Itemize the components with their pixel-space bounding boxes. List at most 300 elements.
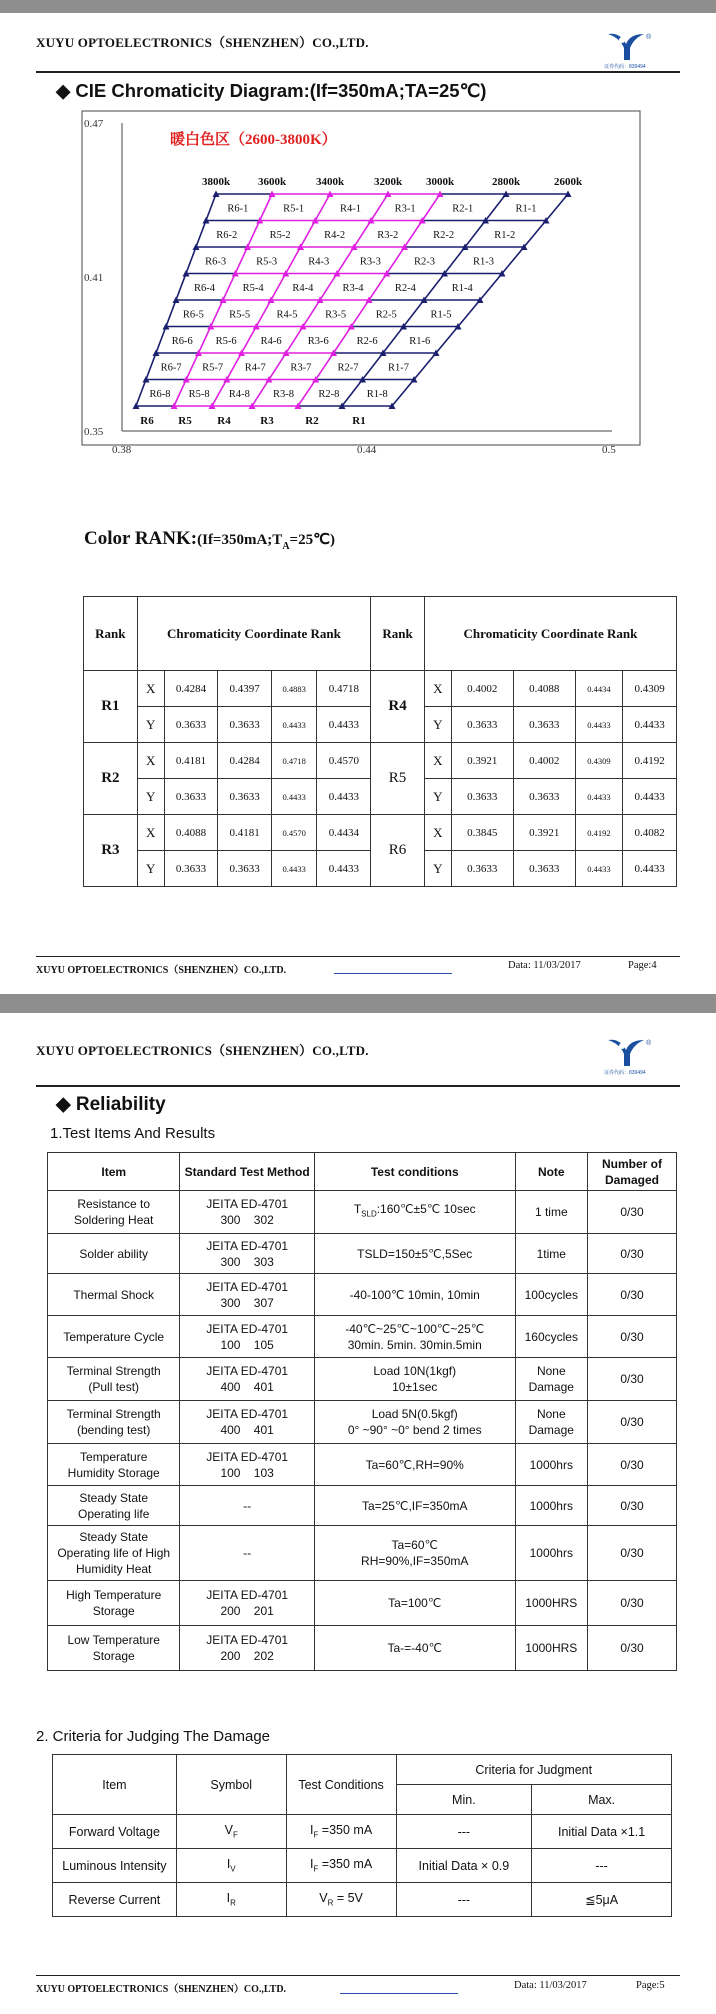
bin-label: R5-8 xyxy=(188,388,210,400)
coord-cell: 0.4570 xyxy=(272,815,317,851)
coord-cell: 0.4309 xyxy=(623,671,677,707)
crit-cond-pre: V xyxy=(319,1891,328,1906)
bin-label: R1-4 xyxy=(451,282,473,294)
criteria-row xyxy=(53,1883,672,1917)
company-logo-p5 xyxy=(600,1036,670,1082)
crit-symbol-cell xyxy=(176,1849,286,1883)
bin-label: R2-2 xyxy=(433,229,455,241)
bin-label: R5-7 xyxy=(202,362,224,374)
rel-cond-cell xyxy=(314,1274,515,1316)
rel-dmg-cell: 0/30 xyxy=(587,1191,676,1234)
chart-title: 暖白色区（2600-3800K） xyxy=(170,132,337,148)
crit-item-cell: Reverse Current xyxy=(53,1883,177,1917)
crit-cond-pre: I xyxy=(309,1823,314,1838)
y-tick-label: 0.35 xyxy=(84,426,104,438)
coord-cell: 0.4082 xyxy=(623,815,677,851)
bottom-rank-label: R6 xyxy=(140,415,154,427)
reliability-row xyxy=(48,1316,677,1358)
bin-label: R6-1 xyxy=(227,203,249,215)
coord-cell: 0.4397 xyxy=(218,671,272,707)
cct-label: 2600k xyxy=(553,176,583,188)
rel-std-line-2: 200 201 xyxy=(220,1604,274,1618)
rel-note-line-2: Damage xyxy=(528,1423,574,1437)
crit-symbol-main: I xyxy=(226,1857,231,1872)
crit-header-max: Max. xyxy=(532,1785,672,1815)
logo-mark-icon xyxy=(600,30,670,64)
rel-note-cell xyxy=(515,1486,587,1526)
criteria-table xyxy=(52,1754,672,1917)
rel-cond-text: Ta=25℃,IF=350mA xyxy=(361,1498,468,1513)
rel-note-cell xyxy=(515,1401,587,1444)
coord-cell: 0.4433 xyxy=(317,851,371,887)
coord-cell: 0.3633 xyxy=(513,779,575,815)
rel-note-text: 160cycles xyxy=(524,1329,578,1344)
coord-cell: 0.4883 xyxy=(272,671,317,707)
axis-cell: X xyxy=(424,743,451,779)
rel-dmg-cell: 0/30 xyxy=(587,1626,676,1671)
coord-cell: 0.3633 xyxy=(513,707,575,743)
rel-note-cell xyxy=(515,1581,587,1626)
crit-header-cond: Test Conditions xyxy=(286,1755,396,1815)
rel-note-text: 1000HRS xyxy=(525,1641,578,1655)
bin-label: R5-1 xyxy=(283,203,305,215)
svg-text:®: ® xyxy=(646,34,652,41)
criteria-row xyxy=(53,1849,672,1883)
crit-header-symbol: Symbol xyxy=(176,1755,286,1815)
footer-sign-line-p5 xyxy=(340,1993,458,1994)
rel-item-cell: Solder ability xyxy=(48,1234,180,1274)
bottom-rank-label: R5 xyxy=(178,415,192,427)
rel-note-text: 1000HRS xyxy=(525,1596,578,1610)
logo-caption-p5: 证券代码：839494 xyxy=(604,1070,646,1076)
coord-cell: 0.4433 xyxy=(623,851,677,887)
axis-cell: X xyxy=(424,671,451,707)
rel-dmg-cell: 0/30 xyxy=(587,1486,676,1526)
reliability-row xyxy=(48,1234,677,1274)
coord-cell: 0.3633 xyxy=(164,779,218,815)
reliability-row xyxy=(48,1444,677,1486)
bin-label: R2-1 xyxy=(452,203,474,215)
coord-cell: 0.4433 xyxy=(575,851,623,887)
axis-cell: Y xyxy=(137,707,164,743)
rel-std-line-2: 200 202 xyxy=(220,1649,274,1663)
rel-cond-line-2: RH=90%,IF=350mA xyxy=(361,1554,469,1568)
reliability-table xyxy=(47,1152,677,1671)
color-rank-title-sub: A xyxy=(282,540,290,552)
x-tick-label: 0.5 xyxy=(602,444,616,456)
rel-cond-cell xyxy=(314,1234,515,1274)
bin-label: R4-3 xyxy=(308,256,330,268)
crit-symbol-main: V xyxy=(224,1823,233,1838)
crit-min-cell: Initial Data × 0.9 xyxy=(396,1849,532,1883)
color-rank-title xyxy=(84,528,335,552)
crit-symbol-cell xyxy=(176,1883,286,1917)
rel-header-std: Standard Test Method xyxy=(180,1153,314,1191)
rel-std-line-1: JEITA ED-4701 xyxy=(206,1321,289,1336)
company-header: XUYU OPTOELECTRONICS（SHENZHEN）CO.,LTD. xyxy=(36,35,369,50)
reliability-row xyxy=(48,1191,677,1234)
coord-cell: 0.4002 xyxy=(451,671,513,707)
y-tick-label: 0.47 xyxy=(84,118,104,130)
rel-item-cell: Steady State Operating life of High Humidity Heat xyxy=(48,1526,180,1581)
bottom-rank-label: R3 xyxy=(260,415,274,427)
bin-label: R3-7 xyxy=(290,362,312,374)
header-rule xyxy=(36,71,680,73)
rel-cond-line-1: Load 5N(0.5kgf) xyxy=(371,1407,458,1421)
rel-cond-cell xyxy=(314,1626,515,1671)
rel-std-line-1: JEITA ED-4701 xyxy=(206,1449,289,1464)
rel-cond-text: Ta-=-40℃ xyxy=(387,1641,442,1655)
axis-cell: Y xyxy=(137,779,164,815)
reliability-row xyxy=(48,1401,677,1444)
coord-cell: 0.3921 xyxy=(451,743,513,779)
rel-note-text: 1 time xyxy=(534,1205,568,1219)
rel-std-line-1: JEITA ED-4701 xyxy=(206,1407,289,1421)
rel-cond-sub: SLD xyxy=(361,1209,377,1219)
rank-table-row xyxy=(84,743,677,779)
rel-dmg-cell: 0/30 xyxy=(587,1526,676,1581)
rel-std-line-1: JEITA ED-4701 xyxy=(206,1588,289,1602)
rel-note-text: 1000hrs xyxy=(529,1546,573,1560)
coord-cell: 0.3845 xyxy=(451,815,513,851)
rel-std-line-2: 300 307 xyxy=(220,1295,274,1310)
cct-label: 2800k xyxy=(491,176,521,188)
bin-label: R4-2 xyxy=(324,229,346,241)
coord-cell: 0.4002 xyxy=(513,743,575,779)
color-rank-title-temp: =25℃) xyxy=(289,532,335,548)
rel-std-line-1: -- xyxy=(243,1498,252,1513)
coord-cell: 0.4284 xyxy=(164,671,218,707)
criteria-row xyxy=(53,1815,672,1849)
rel-item-cell: Thermal Shock xyxy=(48,1274,180,1316)
rel-note-cell xyxy=(515,1526,587,1581)
bin-label: R2-7 xyxy=(337,362,359,374)
rel-std-line-1: JEITA ED-4701 xyxy=(206,1633,289,1647)
cie-title: ◆ CIE Chromaticity Diagram:(If=350mA;TA=25℃) xyxy=(56,80,487,101)
bottom-rank-label: R1 xyxy=(352,415,366,427)
rel-cond-text: Ta=60℃,RH=90% xyxy=(365,1457,464,1472)
cct-label: 3600k xyxy=(257,176,287,188)
rel-std-line-2: 100 105 xyxy=(220,1337,274,1352)
bin-label: R6-8 xyxy=(149,388,171,400)
rel-cond-cell xyxy=(314,1486,515,1526)
crit-symbol-main: I xyxy=(226,1891,231,1906)
crit-cond-cell xyxy=(286,1849,396,1883)
rel-note-line-1: None xyxy=(536,1364,566,1378)
rel-std-line-2: 100 103 xyxy=(220,1465,274,1480)
axis-cell: X xyxy=(137,743,164,779)
rel-cond-line-1: Ta=60℃ xyxy=(391,1538,438,1552)
rel-std-line-1: -- xyxy=(243,1546,252,1560)
rank-cell: R3 xyxy=(84,815,138,887)
bin-label: R3-1 xyxy=(394,203,416,215)
rel-dmg-cell: 0/30 xyxy=(587,1274,676,1316)
rel-item-cell: Resistance to Soldering Heat xyxy=(48,1191,180,1234)
bin-label: R5-2 xyxy=(269,229,291,241)
rel-std-line-1: JEITA ED-4701 xyxy=(206,1364,289,1378)
rel-std-cell xyxy=(180,1358,314,1401)
rel-cond-cell xyxy=(314,1581,515,1626)
crit-item-cell: Luminous Intensity xyxy=(53,1849,177,1883)
cct-label: 3800k xyxy=(201,176,231,188)
crit-cond-sub: F xyxy=(313,1830,319,1840)
cct-label: 3000k xyxy=(425,176,455,188)
rank-header: Rank xyxy=(84,597,138,671)
crit-cond-post: =350 mA xyxy=(318,1823,373,1838)
test-items-title: 1.Test Items And Results xyxy=(50,1125,216,1142)
rel-std-line-1: JEITA ED-4701 xyxy=(206,1238,289,1253)
coord-cell: 0.4433 xyxy=(317,779,371,815)
bottom-rank-label: R4 xyxy=(217,415,231,427)
rel-note-text: 1000hrs xyxy=(529,1498,573,1513)
reliability-row xyxy=(48,1581,677,1626)
crit-max-cell: ≦5μA xyxy=(532,1883,672,1917)
coord-cell: 0.4192 xyxy=(623,743,677,779)
bin-label: R3-8 xyxy=(273,388,294,400)
rel-note-text: 1000hrs xyxy=(529,1457,573,1472)
coord-cell: 0.4433 xyxy=(317,707,371,743)
rank-table-header xyxy=(84,597,677,671)
rel-note-cell xyxy=(515,1626,587,1671)
rel-note-line-2: Damage xyxy=(528,1380,574,1394)
coord-cell: 0.4088 xyxy=(164,815,218,851)
crit-symbol-sub: F xyxy=(232,1830,238,1840)
logo-caption: 证券代码：839494 xyxy=(604,64,646,70)
coord-cell: 0.4570 xyxy=(317,743,371,779)
coord-cell: 0.4192 xyxy=(575,815,623,851)
rel-note-text: 1time xyxy=(536,1246,566,1261)
bin-label: R4-6 xyxy=(260,335,282,347)
rel-std-line-2: 300 303 xyxy=(220,1254,274,1269)
bin-label: R2-3 xyxy=(414,256,435,268)
coord-cell: 0.4433 xyxy=(575,707,623,743)
company-header-p5: XUYU OPTOELECTRONICS（SHENZHEN）CO.,LTD. xyxy=(36,1043,369,1058)
footer-date-p4: Data: 11/03/2017 xyxy=(508,960,581,971)
rel-cond-cell xyxy=(314,1401,515,1444)
rank-cell: R6 xyxy=(371,815,425,887)
bin-label: R6-7 xyxy=(160,362,182,374)
header-rule-p5 xyxy=(36,1085,680,1087)
rel-std-line-1: JEITA ED-4701 xyxy=(206,1279,289,1294)
rel-cond-line-2: 0° ~90° ~0° bend 2 times xyxy=(347,1423,482,1437)
reliability-row xyxy=(48,1526,677,1581)
crit-cond-cell xyxy=(286,1815,396,1849)
cct-label: 3400k xyxy=(315,176,345,188)
bin-label: R1-2 xyxy=(494,229,516,241)
crit-cond-pre: I xyxy=(309,1857,314,1872)
bin-label: R3-3 xyxy=(359,256,381,268)
coord-cell: 0.4433 xyxy=(575,779,623,815)
crit-symbol-cell xyxy=(176,1815,286,1849)
bin-label: R1-1 xyxy=(515,203,537,215)
crit-min-cell: --- xyxy=(396,1815,532,1849)
page-top-band xyxy=(0,0,716,13)
reliability-row xyxy=(48,1274,677,1316)
rel-item-cell: High Temperature Storage xyxy=(48,1581,180,1626)
crit-item-cell: Forward Voltage xyxy=(53,1815,177,1849)
reliability-row xyxy=(48,1486,677,1526)
bin-label: R3-6 xyxy=(307,335,329,347)
crit-max-cell: --- xyxy=(532,1849,672,1883)
rel-std-cell xyxy=(180,1486,314,1526)
bin-label: R3-2 xyxy=(377,229,399,241)
rel-cond-cell xyxy=(314,1316,515,1358)
logo-mark-icon xyxy=(600,1036,670,1070)
svg-text:®: ® xyxy=(646,1040,652,1047)
rel-cond-line-2: 10±1sec xyxy=(392,1380,438,1394)
coord-cell: 0.3633 xyxy=(513,851,575,887)
coord-cell: 0.4718 xyxy=(317,671,371,707)
axis-cell: Y xyxy=(424,851,451,887)
rel-header-note: Note xyxy=(515,1153,587,1191)
crit-symbol-sub: R xyxy=(230,1898,236,1908)
reliability-title: ◆ Reliability xyxy=(56,1094,166,1115)
rel-cond-post: :160℃±5℃ 10sec xyxy=(376,1202,476,1217)
coord-cell: 0.3633 xyxy=(164,707,218,743)
y-tick-label: 0.41 xyxy=(84,272,104,284)
rel-dmg-cell: 0/30 xyxy=(587,1581,676,1626)
rel-std-cell xyxy=(180,1274,314,1316)
rel-item-cell: Terminal Strength (bending test) xyxy=(48,1401,180,1444)
footer-page-p5: Page:5 xyxy=(636,1980,665,1991)
rel-std-cell xyxy=(180,1444,314,1486)
color-rank-title-main: Color RANK: xyxy=(84,528,198,549)
coord-cell: 0.3633 xyxy=(218,707,272,743)
rel-note-line-1: None xyxy=(536,1407,566,1421)
rel-std-cell xyxy=(180,1316,314,1358)
rel-std-cell xyxy=(180,1234,314,1274)
coord-cell: 0.4718 xyxy=(272,743,317,779)
rel-dmg-cell: 0/30 xyxy=(587,1316,676,1358)
coord-header-right: Chromaticity Coordinate Rank xyxy=(424,597,676,671)
crit-header-row-1 xyxy=(53,1755,672,1785)
rel-note-cell xyxy=(515,1316,587,1358)
rel-cond-cell xyxy=(314,1191,515,1234)
rel-std-line-2: 300 302 xyxy=(220,1213,274,1227)
x-tick-label: 0.38 xyxy=(112,444,132,456)
rel-cond-line-2: 30min. 5min. 30min.5min xyxy=(347,1337,482,1352)
coord-cell: 0.3633 xyxy=(218,779,272,815)
rel-std-cell xyxy=(180,1626,314,1671)
bottom-rank-label: R2 xyxy=(305,415,319,427)
coord-cell: 0.4434 xyxy=(317,815,371,851)
rel-header-cond: Test conditions xyxy=(314,1153,515,1191)
footer-rule-p4 xyxy=(36,956,680,957)
rel-item-cell: Steady State Operating life xyxy=(48,1486,180,1526)
bin-label: R2-5 xyxy=(375,309,397,321)
bin-label: R5-5 xyxy=(229,309,251,321)
crit-header-item: Item xyxy=(53,1755,177,1815)
coord-cell: 0.4181 xyxy=(164,743,218,779)
coord-cell: 0.4433 xyxy=(272,851,317,887)
rel-note-cell xyxy=(515,1444,587,1486)
bin-label: R3-5 xyxy=(325,309,347,321)
bin-label: R6-3 xyxy=(205,256,227,268)
bin-label: R5-3 xyxy=(256,256,278,268)
rel-cond-cell xyxy=(314,1444,515,1486)
bin-label: R5-4 xyxy=(242,282,264,294)
axis-cell: Y xyxy=(137,851,164,887)
rel-std-line-1: JEITA ED-4701 xyxy=(206,1197,289,1211)
bin-label: R6-5 xyxy=(182,309,204,321)
coord-cell: 0.4284 xyxy=(218,743,272,779)
rank-cell: R1 xyxy=(84,671,138,743)
crit-cond-sub: R xyxy=(327,1898,334,1908)
rank-table xyxy=(83,596,677,887)
bin-label: R1-7 xyxy=(388,362,409,374)
coord-cell: 0.4088 xyxy=(513,671,575,707)
rel-std-line-2: 400 401 xyxy=(220,1423,274,1437)
footer-page-p4: Page:4 xyxy=(628,960,657,971)
bin-label: R6-6 xyxy=(171,335,193,347)
bin-label: R4-4 xyxy=(292,282,314,294)
rank-header-right: Rank xyxy=(371,597,425,671)
bin-label: R4-8 xyxy=(228,388,250,400)
bin-label: R6-2 xyxy=(216,229,238,241)
rel-item-cell: Terminal Strength (Pull test) xyxy=(48,1358,180,1401)
coord-cell: 0.4434 xyxy=(575,671,623,707)
rel-dmg-cell: 0/30 xyxy=(587,1358,676,1401)
rel-note-cell xyxy=(515,1358,587,1401)
footer-rule-p5 xyxy=(36,1975,680,1976)
cct-label: 3200k xyxy=(373,176,403,188)
crit-cond-post: =350 mA xyxy=(318,1857,373,1872)
bin-label: R2-6 xyxy=(356,335,378,347)
coord-cell: 0.3633 xyxy=(451,779,513,815)
criteria-title: 2. Criteria for Judging The Damage xyxy=(36,1728,271,1745)
bin-label: R2-8 xyxy=(318,388,340,400)
reliability-row xyxy=(48,1626,677,1671)
rank-cell: R2 xyxy=(84,743,138,815)
bin-label: R3-4 xyxy=(342,282,364,294)
rel-cond-text: -40-100℃ 10min, 10min xyxy=(349,1287,480,1302)
axis-cell: Y xyxy=(424,779,451,815)
bin-label: R2-4 xyxy=(394,282,416,294)
rel-item-cell: Temperature Cycle xyxy=(48,1316,180,1358)
crit-cond-post: = 5V xyxy=(333,1891,363,1906)
axis-cell: X xyxy=(137,671,164,707)
rel-std-cell xyxy=(180,1191,314,1234)
rel-item-cell: Low Temperature Storage xyxy=(48,1626,180,1671)
footer-date-p5: Data: 11/03/2017 xyxy=(514,1980,587,1991)
crit-header-judgment: Criteria for Judgment xyxy=(396,1755,672,1785)
rel-note-cell xyxy=(515,1234,587,1274)
axis-cell: X xyxy=(424,815,451,851)
coord-cell: 0.3633 xyxy=(451,851,513,887)
company-logo xyxy=(600,30,670,76)
cie-chart xyxy=(0,105,716,485)
crit-symbol-sub: V xyxy=(230,1864,236,1874)
rel-note-text: 100cycles xyxy=(524,1287,578,1302)
rel-dmg-cell: 0/30 xyxy=(587,1234,676,1274)
crit-max-cell: Initial Data ×1.1 xyxy=(532,1815,672,1849)
axis-cell: Y xyxy=(424,707,451,743)
x-tick-label: 0.44 xyxy=(357,444,377,456)
rel-cond-cell xyxy=(314,1526,515,1581)
bin-label: R6-4 xyxy=(194,282,215,294)
rel-header-dmg: Number of Damaged xyxy=(587,1153,676,1191)
reliability-row xyxy=(48,1358,677,1401)
footer-company-p4: XUYU OPTOELECTRONICS（SHENZHEN）CO.,LTD. xyxy=(36,965,287,976)
rel-note-cell xyxy=(515,1191,587,1234)
crit-header-min: Min. xyxy=(396,1785,532,1815)
page-divider-band xyxy=(0,994,716,1013)
crit-cond-sub: F xyxy=(313,1864,319,1874)
color-rank-title-cond: (If=350mA;T xyxy=(197,532,283,548)
coord-cell: 0.4433 xyxy=(623,707,677,743)
rel-note-cell xyxy=(515,1274,587,1316)
rel-cond-text: TSLD=150±5℃,5Sec xyxy=(357,1246,473,1261)
